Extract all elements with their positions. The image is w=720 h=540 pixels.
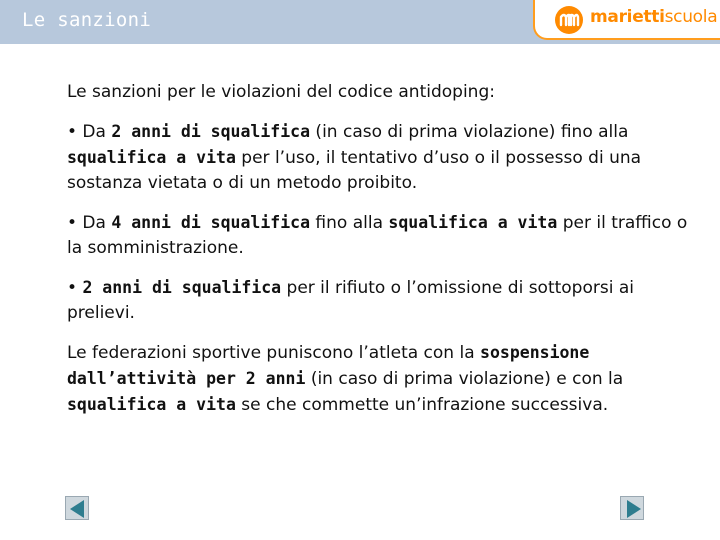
bullet2-prefix: • Da bbox=[67, 213, 112, 233]
closing-text-2: se che commette un’infrazione successiva. bbox=[235, 395, 609, 415]
page-title: Le sanzioni bbox=[22, 9, 152, 31]
bullet1-bold-2: squalifica a vita bbox=[67, 148, 236, 167]
bullet1-prefix: • Da bbox=[67, 122, 112, 142]
intro-text: Le sanzioni per le violazioni del codice antidoping: bbox=[67, 82, 495, 102]
triangle-left-icon bbox=[66, 497, 90, 521]
previous-slide-button[interactable] bbox=[65, 496, 89, 520]
bullet3-prefix: • bbox=[67, 278, 83, 298]
bullet2-text-1: fino alla bbox=[310, 213, 389, 233]
next-slide-button[interactable] bbox=[620, 496, 644, 520]
intro-paragraph bbox=[67, 80, 697, 105]
triangle-right-icon bbox=[621, 497, 645, 521]
marietti-logo-icon bbox=[555, 6, 583, 34]
bullet3-bold-1: 2 anni di squalifica bbox=[82, 278, 282, 297]
bullet1-bold-1: 2 anni di squalifica bbox=[111, 122, 311, 141]
closing-bold-2: squalifica a vita bbox=[67, 395, 236, 414]
closing-paragraph bbox=[67, 340, 697, 418]
bullet2-bold-2: squalifica a vita bbox=[388, 213, 558, 232]
closing-text-1: (in caso di prima violazione) e con la bbox=[305, 369, 624, 389]
brand-name-light: scuola bbox=[664, 7, 718, 27]
brand-name-bold: marietti bbox=[590, 7, 665, 27]
closing-text-0: Le federazioni sportive puniscono l’atleta con la bbox=[67, 343, 481, 363]
bullet1-text-1: (in caso di prima violazione) fino alla bbox=[310, 122, 629, 142]
header-bar bbox=[0, 0, 720, 44]
brand-logo bbox=[533, 0, 720, 40]
closing-bold-1: sospensione dall’attività per 2 anni bbox=[67, 343, 590, 388]
bullet-item-2 bbox=[67, 210, 697, 261]
bullet-item-3 bbox=[67, 275, 697, 326]
bullet2-text-2: per il traffico o la somministrazione. bbox=[67, 213, 688, 258]
bullet3-text-1: per il rifiuto o l’omissione di sottoporsi ai prelievi. bbox=[67, 278, 634, 323]
bullet-item-1 bbox=[67, 119, 697, 196]
brand-name bbox=[590, 7, 717, 27]
slide-content bbox=[67, 80, 697, 432]
bullet2-bold-1: 4 anni di squalifica bbox=[111, 213, 311, 232]
bullet1-text-2: per l’uso, il tentativo d’uso o il possesso di una sostanza vietata o di un metodo proibito. bbox=[67, 148, 642, 193]
